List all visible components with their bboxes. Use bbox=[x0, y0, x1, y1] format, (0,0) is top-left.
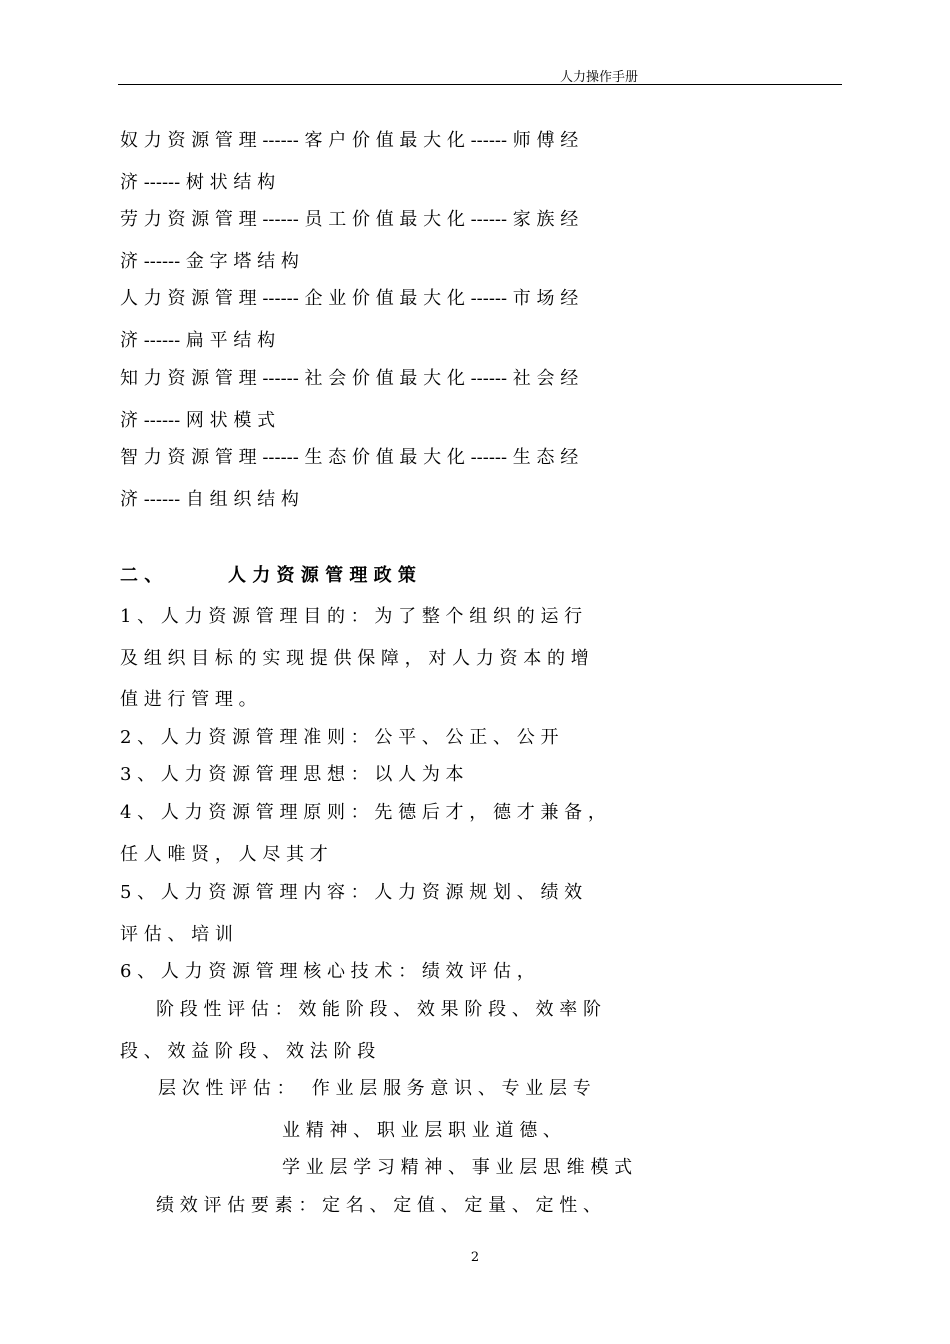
evolution-line: 济 ------ 自 组 织 结 构 bbox=[120, 489, 299, 510]
policy-subitem: 阶 段 性 评 估 ： 效 能 阶 段 、 效 果 阶 段 、 效 率 阶 bbox=[156, 999, 601, 1020]
policy-item: 1 、 人 力 资 源 管 理 目 的 ： 为 了 整 个 组 织 的 运 行 bbox=[120, 606, 583, 627]
page-number: 2 bbox=[470, 1250, 480, 1265]
evolution-line: 济 ------ 树 状 结 构 bbox=[120, 172, 276, 193]
policy-subitem: 层 次 性 评 估 ： 作 业 层 服 务 意 识 、 专 业 层 专 bbox=[158, 1078, 591, 1099]
policy-item: 3 、 人 力 资 源 管 理 思 想 ： 以 人 为 本 bbox=[120, 764, 464, 785]
policy-item: 6 、 人 力 资 源 管 理 核 心 技 术 ： 绩 效 评 估 ， bbox=[120, 961, 535, 982]
evolution-line: 知 力 资 源 管 理 ------ 社 会 价 值 最 大 化 ------ 社 会 经 bbox=[120, 368, 579, 389]
policy-subitem: 业 精 神 、 职 业 层 职 业 道 德 、 bbox=[282, 1120, 561, 1141]
policy-subitem: 学 业 层 学 习 精 神 、 事 业 层 思 维 模 式 bbox=[282, 1157, 633, 1178]
policy-item: 任 人 唯 贤 ， 人 尽 其 才 bbox=[120, 844, 328, 865]
evolution-line: 智 力 资 源 管 理 ------ 生 态 价 值 最 大 化 ------ 生 态 经 bbox=[120, 447, 579, 468]
section-number: 二 、 bbox=[120, 565, 163, 586]
policy-item: 评 估 、 培 训 bbox=[120, 924, 233, 945]
policy-item: 2 、 人 力 资 源 管 理 准 则 ： 公 平 、 公 正 、 公 开 bbox=[120, 727, 559, 748]
evolution-line: 人 力 资 源 管 理 ------ 企 业 价 值 最 大 化 ------ 市 场 经 bbox=[120, 288, 579, 309]
evolution-line: 劳 力 资 源 管 理 ------ 员 工 价 值 最 大 化 ------ 家 族 经 bbox=[120, 209, 579, 230]
evolution-line: 奴 力 资 源 管 理 ------ 客 户 价 值 最 大 化 ------ 师 傅 经 bbox=[120, 130, 579, 151]
section-heading: 人 力 资 源 管 理 政 策 bbox=[228, 565, 416, 586]
header-divider bbox=[118, 84, 842, 85]
evolution-line: 济 ------ 网 状 模 式 bbox=[120, 410, 276, 431]
header-title: 人力操作手册 bbox=[560, 70, 639, 85]
evolution-line: 济 ------ 金 字 塔 结 构 bbox=[120, 251, 299, 272]
policy-item: 5 、 人 力 资 源 管 理 内 容 ： 人 力 资 源 规 划 、 绩 效 bbox=[120, 882, 583, 903]
policy-item: 4 、 人 力 资 源 管 理 原 则 ： 先 德 后 才 ， 德 才 兼 备 ， bbox=[120, 802, 606, 823]
policy-item: 值 进 行 管 理 。 bbox=[120, 689, 257, 710]
policy-subitem: 段 、 效 益 阶 段 、 效 法 阶 段 bbox=[120, 1041, 376, 1062]
policy-item: 及 组 织 目 标 的 实 现 提 供 保 障 ， 对 人 力 资 本 的 增 bbox=[120, 648, 589, 669]
policy-subitem: 绩 效 评 估 要 素 ： 定 名 、 定 值 、 定 量 、 定 性 、 bbox=[156, 1195, 601, 1216]
evolution-line: 济 ------ 扁 平 结 构 bbox=[120, 330, 276, 351]
